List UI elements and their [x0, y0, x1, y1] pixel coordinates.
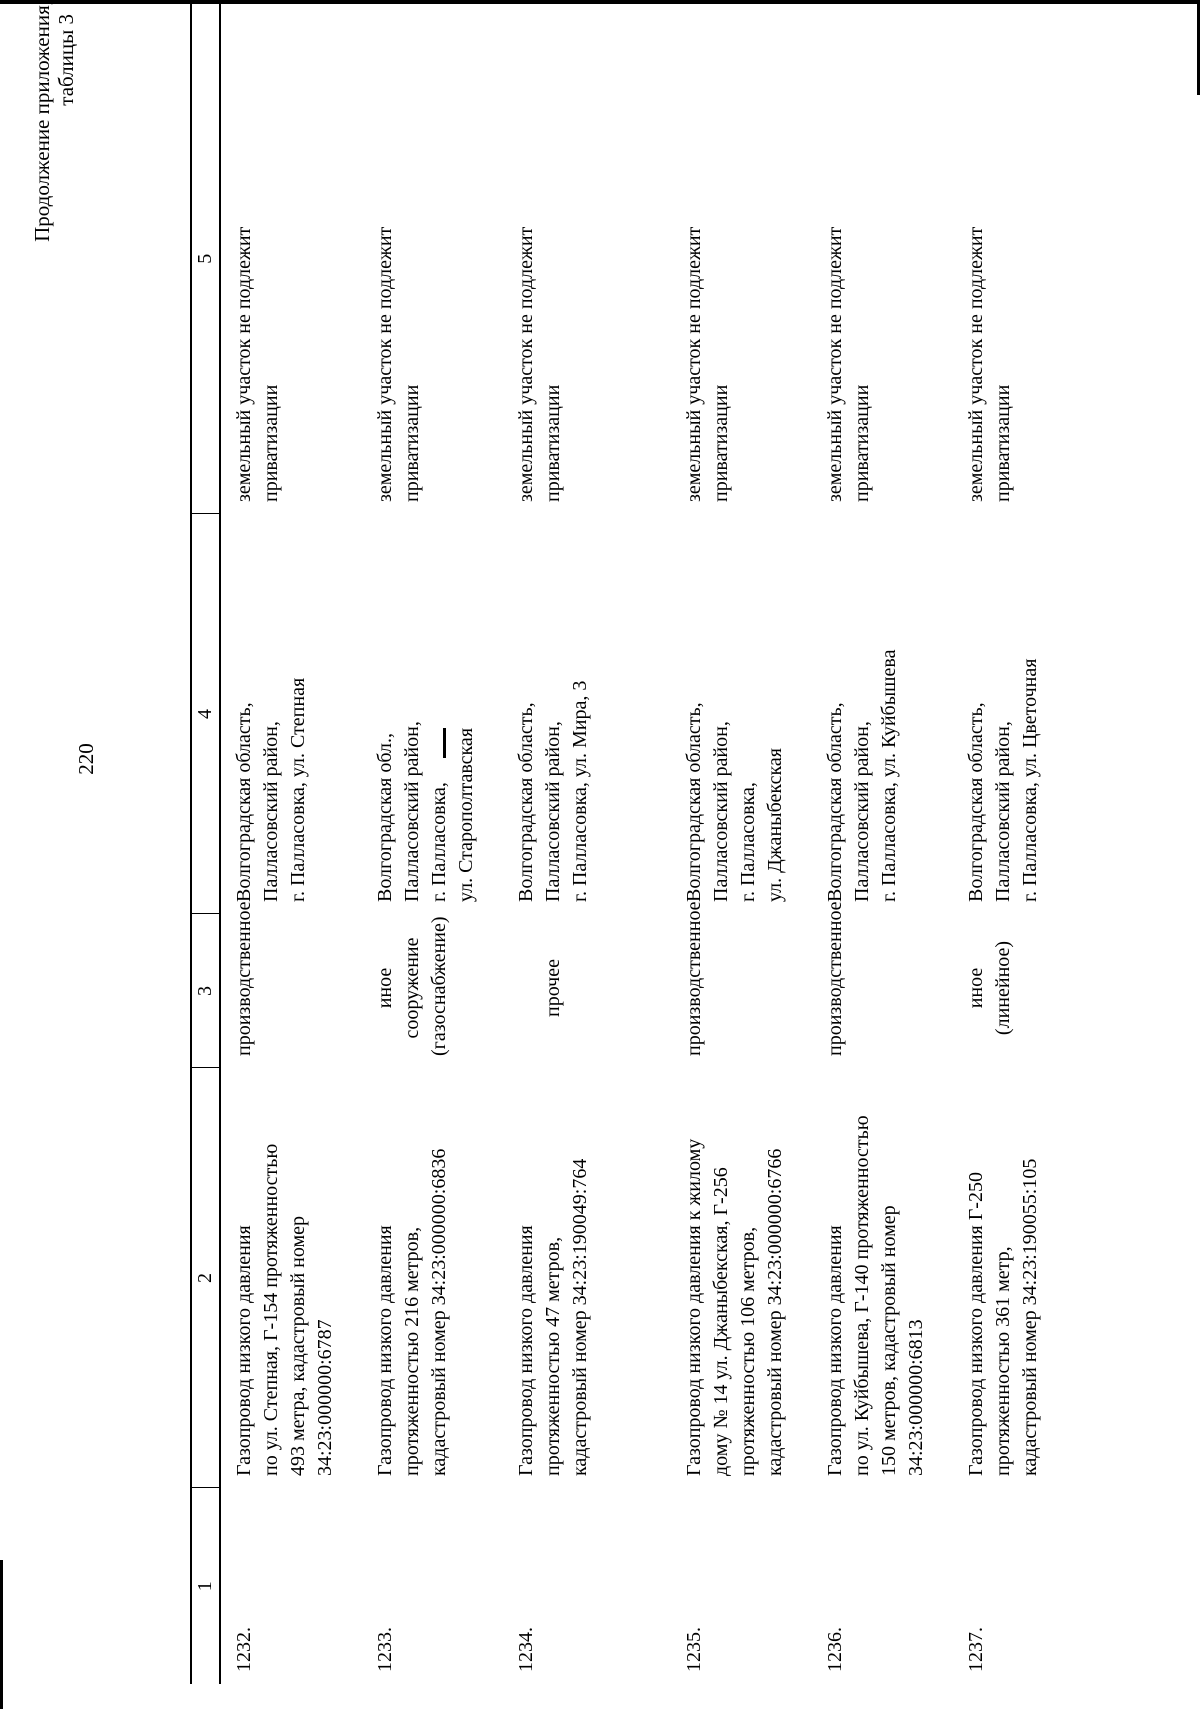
table-row — [503, 4, 671, 1684]
object-purpose: иное (линейное) — [965, 940, 1014, 1036]
object-note: земельный участок не подлежит приватизации — [965, 226, 1014, 502]
row-number: 1233. — [374, 1627, 396, 1672]
row-number: 1237. — [965, 1627, 987, 1672]
object-address: Волгоградская область, Палласовский район, г. Палласовка, ул. Джаныбекская — [683, 702, 786, 902]
object-purpose: прочее — [542, 959, 564, 1017]
object-purpose: иное сооружение (газоснабжение) — [374, 916, 450, 1056]
continuation-note — [30, 0, 78, 320]
object-note: земельный участок не подлежит приватизации — [515, 226, 564, 502]
object-note: земельный участок не подлежит приватизации — [683, 226, 732, 502]
object-purpose: производственное — [824, 901, 846, 1056]
row-number: 1232. — [233, 1627, 255, 1672]
object-name: Газопровод низкого давления протяженностью 47 метров, кадастровый номер 34:23:190049:764 — [515, 1158, 591, 1476]
row-number: 1236. — [824, 1627, 846, 1672]
object-address: Волгоградская область, Палласовский район, г. Палласовка, ул. Степная — [233, 677, 309, 902]
continuation-note-line2: таблицы 3 — [54, 14, 78, 106]
table-row — [671, 4, 812, 1684]
row-number: 1234. — [515, 1627, 537, 1672]
page-number: 220 — [74, 743, 98, 775]
object-address: Волгоградская область, Палласовский район, г. Палласовка, ул. Цветочная — [965, 658, 1041, 902]
column-header-3: 3 — [191, 914, 220, 1068]
table-row — [362, 4, 503, 1684]
table-header-row — [191, 4, 220, 1684]
object-name: Газопровод низкого давления по ул. Куйбышева, Г-140 протяженностью 150 метров, кадастровый номер 34:23:000000:6813 — [824, 1115, 927, 1476]
row-number: 1235. — [683, 1627, 705, 1672]
object-name: Газопровод низкого давления к жилому дому № 14 ул. Джаныбекская, Г-256 протяженностью 106 метров, кадастровый номер 34:23:000000:6766 — [683, 1138, 786, 1476]
table-row — [812, 4, 953, 1684]
object-name: Газопровод низкого давления Г-250 протяженностью 361 метр, кадастровый номер 34:23:190055:105 — [965, 1158, 1041, 1476]
object-address: Волгоградская область, Палласовский район, г. Палласовка, ул. Мира, 3 — [515, 680, 591, 902]
continuation-note-line1: Продолжение приложения, — [30, 0, 54, 242]
object-purpose: производственное — [233, 901, 255, 1056]
table-row — [953, 4, 1094, 1684]
column-header-1: 1 — [191, 1488, 220, 1684]
property-register-table — [190, 4, 1094, 1684]
object-address: Волгоградская область, Палласовский район, г. Палласовка, ул. Куйбышева — [824, 649, 900, 902]
object-note: земельный участок не подлежит приватизации — [233, 226, 282, 502]
object-note: земельный участок не подлежит приватизации — [824, 226, 873, 502]
object-purpose: производственное — [683, 901, 705, 1056]
object-name: Газопровод низкого давления протяженностью 216 метров, кадастровый номер 34:23:000000:6836 — [374, 1148, 450, 1476]
column-header-4: 4 — [191, 514, 220, 914]
column-header-5: 5 — [191, 4, 220, 514]
object-note: земельный участок не подлежит приватизации — [374, 226, 423, 502]
column-header-2: 2 — [191, 1068, 220, 1488]
object-name: Газопровод низкого давления по ул. Степная, Г-154 протяженностью 493 метра, кадастровый номер 34:23:000000:6787 — [233, 1143, 336, 1476]
table-row — [220, 4, 362, 1684]
object-address: Волгоградская обл., Палласовский район, г. Палласовка, ул. Старополтавская — [374, 721, 477, 902]
